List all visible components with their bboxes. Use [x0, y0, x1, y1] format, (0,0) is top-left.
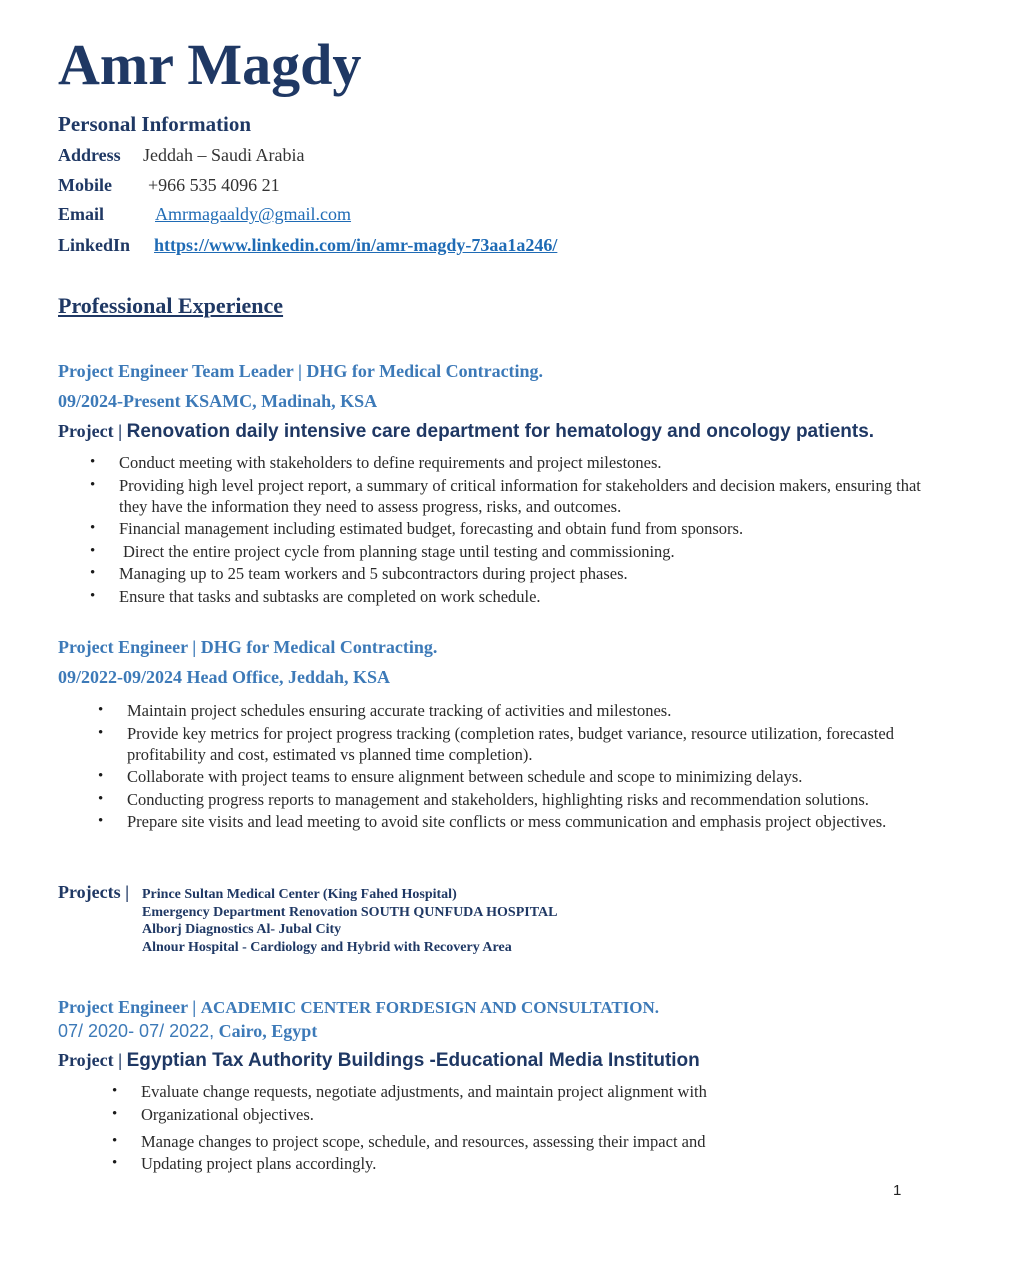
job1-project [58, 421, 874, 443]
list-item: • Provide key metrics for project progress tracking (completion rates, budget variance, resource utilization, forecasted profitability and cost, estimated vs planned time completion). [127, 723, 967, 765]
address-label: Address [58, 145, 121, 165]
linkedin-link[interactable]: https://www.linkedin.com/in/amr-magdy-73aa1a246/ [154, 235, 558, 255]
job3-title-prefix: Project Engineer | [58, 997, 197, 1017]
candidate-name: Amr Magdy [58, 32, 362, 97]
job2-projects-list [142, 886, 557, 956]
job1-project-label: Project | [58, 421, 123, 441]
job1-dates: 09/2024-Present KSAMC, Madinah, KSA [58, 391, 378, 411]
job3-company: ACADEMIC CENTER FORDESIGN AND CONSULTATION. [200, 998, 660, 1017]
job2-dates: 09/2022-09/2024 Head Office, Jeddah, KSA [58, 667, 390, 687]
list-item: Emergency Department Renovation SOUTH QUNFUDA HOSPITAL [142, 904, 558, 920]
list-item: Alnour Hospital - Cardiology and Hybrid with Recovery Area [142, 939, 512, 955]
linkedin-label: LinkedIn [58, 235, 131, 255]
job2-bullet-list [127, 700, 967, 834]
address-row [58, 145, 304, 166]
email-row [58, 204, 351, 225]
personal-info-heading: Personal Information [58, 112, 252, 136]
job1-project-text: Renovation daily intensive care department for hematology and oncology patients. [126, 421, 875, 442]
job3-dates [58, 1021, 317, 1042]
job1-bullet-list [119, 452, 939, 608]
email-link[interactable]: Amrmagaaldy@gmail.com [155, 204, 352, 224]
list-item: • Ensure that tasks and subtasks are completed on work schedule. [119, 586, 939, 607]
job3-title [58, 997, 659, 1018]
job3-project-text: Egyptian Tax Authority Buildings -Educational Media Institution [126, 1050, 700, 1071]
job3-dates-range: 07/ 2020- 07/ 2022, [58, 1021, 215, 1041]
experience-heading: Professional Experience [58, 293, 284, 318]
job3-bullet-list [141, 1081, 901, 1176]
list-item: • Conducting progress reports to management and stakeholders, highlighting risks and recommendation solutions. [127, 789, 967, 810]
list-item: Prince Sultan Medical Center (King Fahed Hospital) [142, 887, 457, 902]
job2-projects-label: Projects | [58, 882, 130, 902]
list-item: • Evaluate change requests, negotiate adjustments, and maintain project alignment with [141, 1081, 901, 1102]
linkedin-row [58, 235, 557, 256]
list-item: • Managing up to 25 team workers and 5 subcontractors during project phases. [119, 563, 939, 584]
list-item: • Manage changes to project scope, schedule, and resources, assessing their impact and [141, 1131, 901, 1152]
mobile-label: Mobile [58, 175, 112, 195]
page-number: 1 [893, 1182, 902, 1199]
list-item: • Collaborate with project teams to ensure alignment between schedule and scope to minimizing delays. [127, 766, 967, 787]
job3-dates-place: Cairo, Egypt [218, 1021, 318, 1041]
mobile-value: +966 535 4096 21 [148, 175, 280, 195]
mobile-row [58, 175, 280, 196]
list-item: • Organizational objectives. [141, 1104, 901, 1125]
list-item: • Maintain project schedules ensuring accurate tracking of activities and milestones. [127, 700, 967, 721]
list-item: • Direct the entire project cycle from planning stage until testing and commissioning. [119, 541, 939, 562]
job3-project-label: Project | [58, 1050, 123, 1070]
list-item: • Prepare site visits and lead meeting to avoid site conflicts or mess communication and emphasis project objectives. [127, 811, 907, 832]
list-item: • Conduct meeting with stakeholders to define requirements and project milestones. [119, 452, 939, 473]
email-label: Email [58, 204, 105, 224]
list-item: • Updating project plans accordingly. [141, 1153, 901, 1174]
list-item: Alborj Diagnostics Al- Jubal City [142, 922, 342, 937]
list-item: • Providing high level project report, a summary of critical information for stakeholders and decision makers, ensuring that they have the information they need to assess progress, risks, and outcomes. [119, 475, 939, 517]
job2-title: Project Engineer | DHG for Medical Contracting. [58, 637, 438, 657]
list-item: • Financial management including estimated budget, forecasting and obtain fund from sponsors. [119, 518, 939, 539]
job1-title: Project Engineer Team Leader | DHG for Medical Contracting. [58, 361, 544, 381]
job3-project [58, 1050, 700, 1072]
address-value: Jeddah – Saudi Arabia [143, 145, 305, 165]
